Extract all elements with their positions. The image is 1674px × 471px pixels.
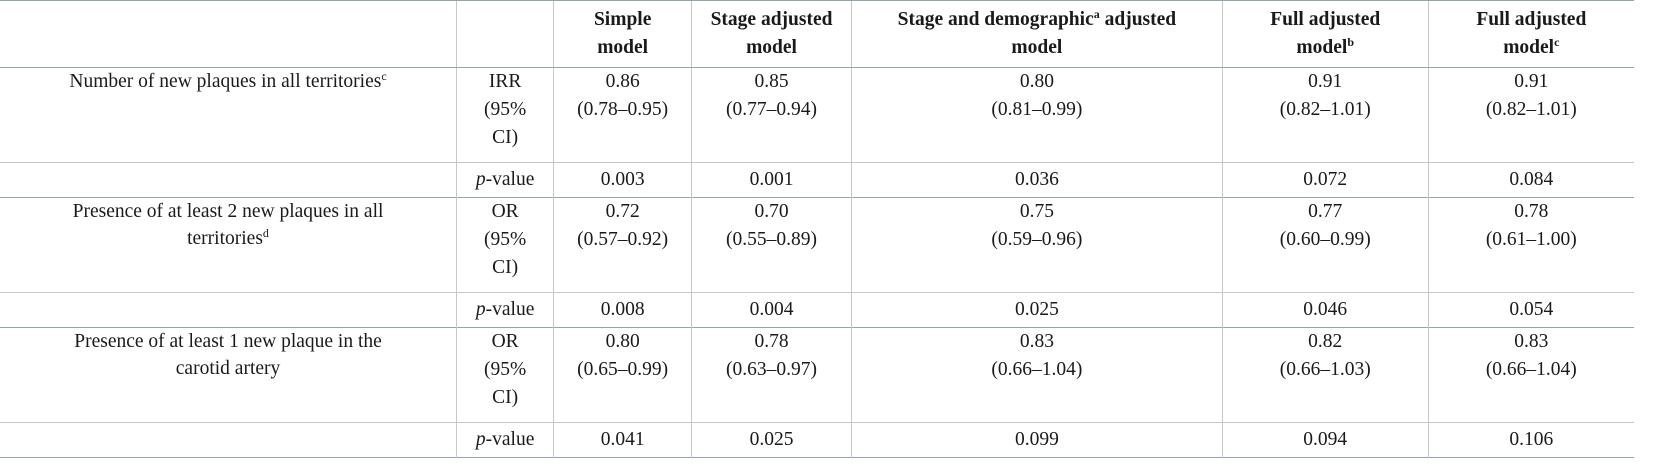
estimate-cell: 0.75 (0.59–0.96) (851, 198, 1222, 293)
stat-label-irr: IRR (95% CI) (457, 68, 554, 163)
estimate-cell: 0.86 (0.78–0.95) (554, 68, 692, 163)
estimate-cell: 0.82 (0.66–1.03) (1222, 328, 1428, 423)
header-empty-stat (457, 1, 554, 68)
pvalue-cell: 0.008 (554, 293, 692, 328)
header-empty-label (0, 1, 457, 68)
pvalue-label: p-value (457, 293, 554, 328)
pvalue-cell: 0.041 (554, 423, 692, 458)
table-row-two-plaques-estimates (0, 198, 1634, 293)
estimate-cell: 0.72 (0.57–0.92) (554, 198, 692, 293)
table-row-carotid-estimates (0, 328, 1634, 423)
pvalue-cell: 0.025 (692, 423, 852, 458)
pvalue-cell: 0.001 (692, 163, 852, 198)
row-label-two-plaques: Presence of at least 2 new plaques in all territories$^d$ (72, 201, 384, 249)
estimate-cell: 0.85 (0.77–0.94) (692, 68, 852, 163)
table-row-new-plaques-pvalues (0, 163, 1634, 198)
estimate-cell: 0.83 (0.66–1.04) (851, 328, 1222, 423)
pvalue-cell: 0.036 (851, 163, 1222, 198)
pvalue-cell: 0.099 (851, 423, 1222, 458)
estimate-cell: 0.78 (0.61–1.00) (1428, 198, 1634, 293)
pvalue-label: p-value (457, 163, 554, 198)
estimate-cell: 0.91 (0.82–1.01) (1428, 68, 1634, 163)
estimate-cell: 0.91 (0.82–1.01) (1222, 68, 1428, 163)
pvalue-cell: 0.072 (1222, 163, 1428, 198)
estimate-cell: 0.83 (0.66–1.04) (1428, 328, 1634, 423)
pvalue-cell: 0.004 (692, 293, 852, 328)
pvalue-cell: 0.046 (1222, 293, 1428, 328)
estimate-cell: 0.80 (0.65–0.99) (554, 328, 692, 423)
stat-label-or: OR (95% CI) (457, 328, 554, 423)
estimate-cell: 0.78 (0.63–0.97) (692, 328, 852, 423)
table-row-carotid-pvalues (0, 423, 1634, 458)
table-row-two-plaques-pvalues (0, 293, 1634, 328)
pvalue-cell: 0.054 (1428, 293, 1634, 328)
header-stage-demographic-model: Stage and demographic$^a$ adjusted model (851, 1, 1222, 68)
pvalue-cell: 0.025 (851, 293, 1222, 328)
header-stage-adjusted-model: Stage adjusted model (692, 1, 852, 68)
table-row-new-plaques-estimates (0, 68, 1634, 163)
row-label-carotid-plaque: Presence of at least 1 new plaque in the carotid artery (74, 331, 382, 379)
pvalue-cell: 0.084 (1428, 163, 1634, 198)
pvalue-cell: 0.094 (1222, 423, 1428, 458)
row-label-new-plaques: Number of new plaques in all territories$^c$ (69, 69, 387, 92)
header-full-adjusted-model-c: Full adjusted model$^c$ (1428, 1, 1634, 68)
estimate-cell: 0.80 (0.81–0.99) (851, 68, 1222, 163)
table-header-row (0, 1, 1634, 68)
estimate-cell: 0.70 (0.55–0.89) (692, 198, 852, 293)
estimate-cell: 0.77 (0.60–0.99) (1222, 198, 1428, 293)
pvalue-label: p-value (457, 423, 554, 458)
header-simple-model: Simple model (554, 1, 692, 68)
header-full-adjusted-model-b: Full adjusted model$^b$ (1222, 1, 1428, 68)
pvalue-cell: 0.106 (1428, 423, 1634, 458)
pvalue-cell: 0.003 (554, 163, 692, 198)
stat-label-or: OR (95% CI) (457, 198, 554, 293)
